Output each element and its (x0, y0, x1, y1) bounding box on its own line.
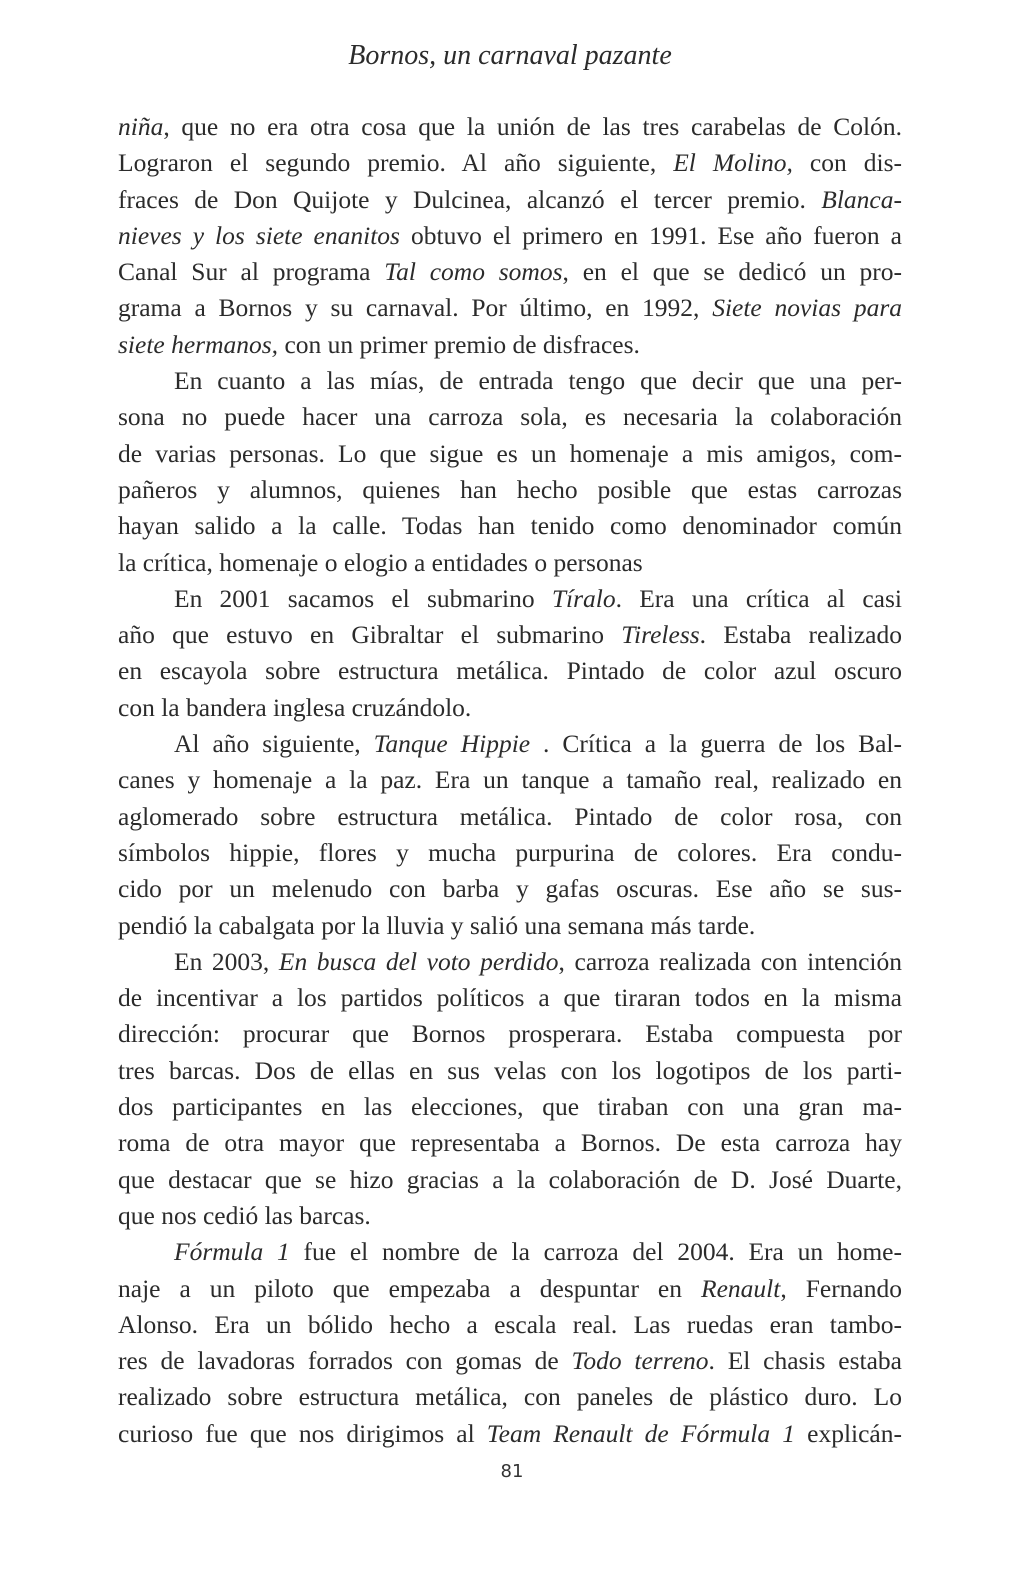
text-line (118, 762, 902, 798)
italic-text: Tanque Hippie (373, 729, 531, 759)
italic-text: Tireless (621, 620, 700, 650)
text-line (118, 545, 902, 581)
italic-text: Blanca- (821, 184, 902, 214)
text-line (118, 436, 902, 472)
text-line (118, 617, 902, 653)
text-line (118, 290, 902, 326)
page-number: 81 (500, 1461, 524, 1482)
text-line (118, 581, 902, 617)
text-span: en escayola sobre estructura metálica. Pintado de color azul oscuro (118, 656, 902, 686)
text-span: año que estuvo en Gibraltar el submarino (118, 620, 622, 650)
italic-text: Siete novias para (712, 293, 902, 323)
italic-text: nieves y los siete enanitos (118, 220, 400, 250)
running-head (0, 38, 1024, 74)
text-span: hayan salido a la calle. Todas han tenido como denominador común (118, 511, 902, 541)
text-line (118, 1271, 902, 1307)
text-line (118, 835, 902, 871)
text-span: que destacar que se hizo gracias a la colaboración de D. José Duarte, (118, 1164, 902, 1194)
text-span: pendió la cabalgata por la lluvia y salió una semana más tarde. (118, 910, 756, 940)
text-span: grama a Bornos y su carnaval. Por último, en 1992, (118, 293, 713, 323)
text-span: tres barcas. Dos de ellas en sus velas con los logotipos de los parti- (118, 1055, 902, 1085)
italic-text: El Molino, (673, 148, 793, 178)
text-span: En 2003, (174, 946, 279, 976)
text-span: En cuanto a las mías, de entrada tengo que decir que una per- (174, 366, 902, 396)
text-line (118, 254, 902, 290)
text-line (118, 1379, 902, 1415)
text-line (118, 182, 902, 218)
text-line (118, 363, 902, 399)
text-span: Alonso. Era un bólido hecho a escala real. Las ruedas eran tambo- (118, 1309, 902, 1339)
text-line (118, 472, 902, 508)
text-line (118, 690, 902, 726)
text-line (118, 653, 902, 689)
text-span: . El chasis estaba (708, 1346, 902, 1376)
italic-text: Fórmula 1 (174, 1237, 290, 1267)
text-span: símbolos hippie, flores y mucha purpurina de colores. Era condu- (118, 837, 902, 867)
text-span: que nos cedió las barcas. (118, 1200, 371, 1230)
text-span: de incentivar a los partidos políticos a que tiraran todos en la misma (118, 983, 902, 1013)
text-line (118, 508, 902, 544)
text-span: fue el nombre de la carroza del 2004. Era un home- (289, 1237, 902, 1267)
text-line (118, 109, 902, 145)
text-span: , que no era otra cosa que la unión de las tres carabelas de Colón. (163, 112, 902, 141)
text-span: sona no puede hacer una carroza sola, es necesaria la colaboración (118, 402, 902, 432)
text-span: naje a un piloto que empezaba a despuntar en (118, 1273, 701, 1303)
text-line (118, 944, 902, 980)
text-span: realizado sobre estructura metálica, con paneles de plástico duro. Lo (118, 1382, 902, 1412)
text-span: res de lavadoras forrados con gomas de (118, 1346, 572, 1376)
text-span: roma de otra mayor que representaba a Bornos. De esta carroza hay (118, 1128, 902, 1158)
text-span: dos participantes en las elecciones, que tiraban con una gran ma- (118, 1092, 902, 1122)
text-span: , carroza realizada con intención (558, 946, 902, 976)
text-line (118, 871, 902, 907)
running-title: Bornos, un carnaval pazante (348, 40, 672, 71)
text-span: cido por un melenudo con barba y gafas oscuras. Ese año se sus- (118, 874, 902, 904)
text-span: , en el que se dedicó un pro- (562, 257, 902, 287)
italic-text: Todo terreno (571, 1346, 709, 1376)
text-line (118, 1162, 902, 1198)
italic-text: Tal como somos (384, 257, 563, 287)
text-line (118, 1307, 902, 1343)
text-line (118, 1198, 902, 1234)
text-span: con dis- (792, 148, 902, 178)
italic-text: Renault (701, 1273, 781, 1303)
text-span: explicán- (795, 1418, 902, 1448)
italic-text: Tíralo (551, 583, 616, 613)
text-span: . Crítica a la guerra de los Bal- (530, 729, 902, 759)
text-line (118, 327, 902, 363)
text-line (118, 1016, 902, 1052)
text-line (118, 1234, 902, 1270)
text-span: Canal Sur al programa (118, 257, 385, 287)
text-line (118, 1416, 902, 1452)
text-span: pañeros y alumnos, quienes han hecho posible que estas carrozas (118, 474, 902, 504)
text-line (118, 145, 902, 181)
body-text (118, 109, 902, 1452)
text-span: de varias personas. Lo que sigue es un homenaje a mis amigos, com- (118, 438, 902, 468)
text-span: curioso fue que nos dirigimos al (118, 1418, 487, 1448)
text-span: con la bandera inglesa cruzándolo. (118, 692, 472, 722)
text-span: obtuvo el primero en 1991. Ese año fueron a (399, 220, 902, 250)
text-line (118, 980, 902, 1016)
text-line (118, 726, 902, 762)
italic-text: niña (118, 112, 164, 141)
text-line (118, 799, 902, 835)
text-span: con un primer premio de disfraces. (278, 329, 640, 359)
text-span: fraces de Don Quijote y Dulcinea, alcanzó el tercer premio. (118, 184, 822, 214)
text-line (118, 1089, 902, 1125)
text-line (118, 218, 902, 254)
text-line (118, 908, 902, 944)
text-line (118, 1125, 902, 1161)
text-span: . Estaba realizado (699, 620, 902, 650)
italic-text: Team Renault de Fórmula 1 (486, 1418, 795, 1448)
text-line (118, 1053, 902, 1089)
text-span: . Era una crítica al casi (615, 583, 902, 613)
text-span: dirección: procurar que Bornos prosperara. Estaba compuesta por (118, 1019, 902, 1049)
italic-text: En busca del voto perdido (278, 946, 559, 976)
text-span: canes y homenaje a la paz. Era un tanque a tamaño real, realizado en (118, 765, 902, 795)
text-span: En 2001 sacamos el submarino (174, 583, 552, 613)
text-span: aglomerado sobre estructura metálica. Pintado de color rosa, con (118, 801, 902, 831)
text-span: la crítica, homenaje o elogio a entidades o personas (118, 547, 643, 577)
text-span: , Fernando (780, 1273, 903, 1303)
text-span: Al año siguiente, (174, 729, 374, 759)
text-span: Lograron el segundo premio. Al año siguiente, (118, 148, 674, 178)
text-line (118, 1343, 902, 1379)
text-line (118, 399, 902, 435)
italic-text: siete hermanos, (118, 329, 279, 359)
